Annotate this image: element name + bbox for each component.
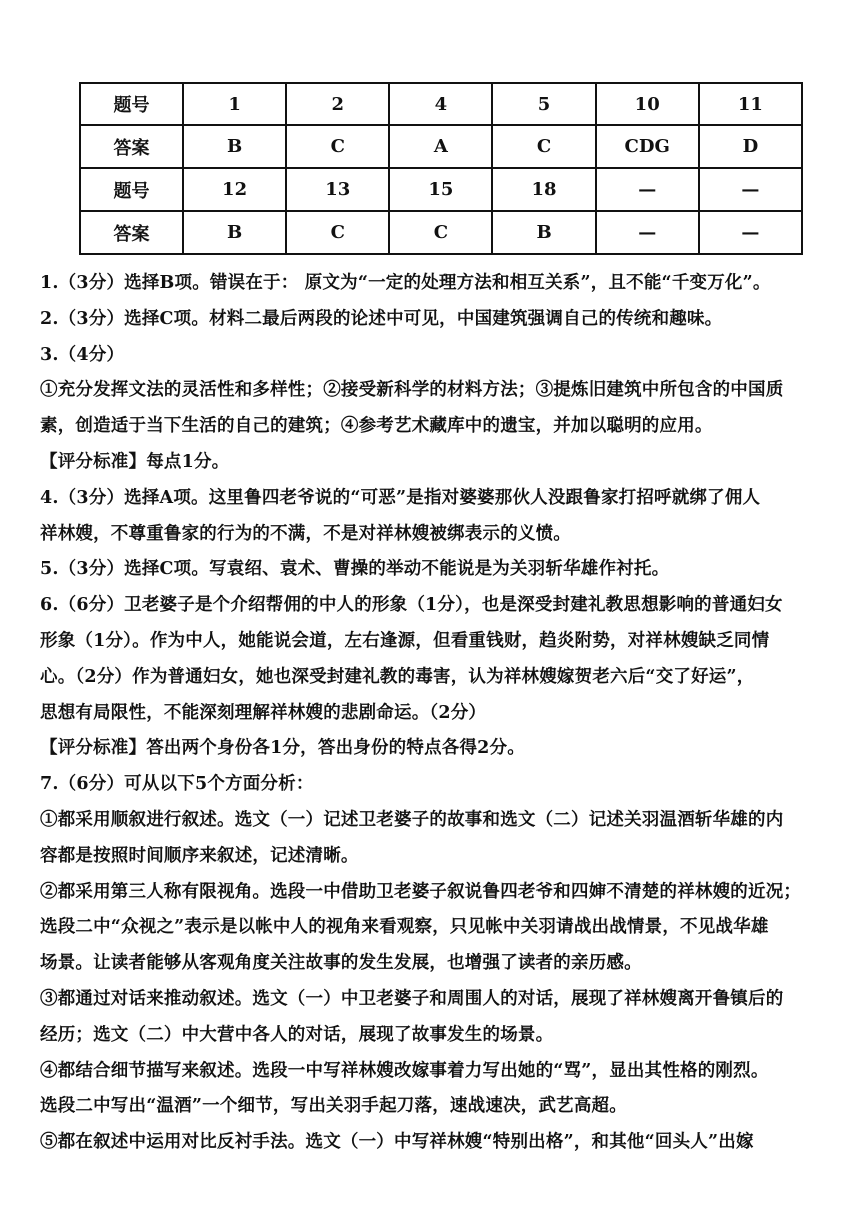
table-cell: D (699, 125, 802, 168)
table-cell: C (389, 211, 492, 254)
answer-line: ①充分发挥文法的灵活性和多样性；②接受新科学的材料方法；③提炼旧建筑中所包含的中国质 (40, 380, 784, 401)
table-cell: 1 (183, 83, 286, 125)
table-cell: 15 (389, 168, 492, 211)
table-row-header: 题号 (80, 168, 183, 211)
answer-line: 思想有局限性，不能深刻理解祥林嫂的悲剧命运。（2分） (40, 702, 487, 723)
table-cell: — (699, 168, 802, 211)
answer-explanations (40, 266, 830, 1161)
answer-line: ④都结合细节描写来叙述。选段一中写祥林嫂改嫁事着力写出她的“骂”，显出其性格的刚烈。 (40, 1060, 769, 1081)
answer-line: ⑤都在叙述中运用对比反衬手法。选文（一）中写祥林嫂“特别出格”，和其他“回头人”出嫁 (40, 1132, 754, 1153)
answer-line: 7.（6分）可从以下5个方面分析： (40, 774, 314, 795)
table-cell: — (699, 211, 802, 254)
answer-line: 【评分标准】每点1分。 (40, 451, 230, 472)
table-cell: B (183, 211, 286, 254)
answer-line: 2.（3分）选择C项。材料二最后两段的论述中可见，中国建筑强调自己的传统和趣味。 (40, 308, 723, 329)
table-cell: 5 (492, 83, 595, 125)
table-row (80, 83, 802, 125)
answer-table (79, 82, 803, 255)
table-cell: 2 (286, 83, 389, 125)
table-row (80, 125, 802, 168)
answer-line: 心。（2分）作为普通妇女，她也深受封建礼教的毒害，认为祥林嫂嫁贺老六后“交了好运”， (40, 666, 755, 687)
table-cell: B (183, 125, 286, 168)
answer-line: 1.（3分）选择B项。错误在于： 原文为“一定的处理方法和相互关系”，且不能“千变万化”。 (40, 273, 771, 293)
answer-line: 3.（4分） (40, 344, 125, 365)
table-cell: B (492, 211, 595, 254)
table-cell: 12 (183, 168, 286, 211)
answer-line: 经历；选文（二）中大营中各人的对话，展现了故事发生的场景。 (40, 1024, 554, 1045)
table-cell: — (596, 168, 699, 211)
answer-line: ②都采用第三人称有限视角。选段一中借助卫老婆子叙说鲁四老爷和四婶不清楚的祥林嫂的近况； (40, 881, 802, 902)
table-cell: 18 (492, 168, 595, 211)
answer-table-body (80, 83, 802, 254)
answer-line: 6.（6分）卫老婆子是个介绍帮佣的中人的形象（1分），也是深受封建礼教思想影响的普通妇女 (40, 595, 783, 616)
table-cell: C (286, 211, 389, 254)
table-cell: CDG (596, 125, 699, 168)
table-cell: 10 (596, 83, 699, 125)
answer-line: 【评分标准】答出两个身份各1分，答出身份的特点各得2分。 (40, 738, 525, 759)
answer-line: ③都通过对话来推动叙述。选文（一）中卫老婆子和周围人的对话，展现了祥林嫂离开鲁镇后的 (40, 988, 784, 1009)
table-cell: 13 (286, 168, 389, 211)
answer-line: 4.（3分）选择A项。这里鲁四老爷说的“可恶”是指对婆婆那伙人没跟鲁家打招呼就绑了佣人 (40, 487, 761, 508)
table-cell: 11 (699, 83, 802, 125)
table-cell: — (596, 211, 699, 254)
table-cell: 4 (389, 83, 492, 125)
table-cell: C (492, 125, 595, 168)
answer-line: 祥林嫂，不尊重鲁家的行为的不满，不是对祥林嫂被绑表示的义愤。 (40, 523, 571, 544)
answer-line: 场景。让读者能够从客观角度关注故事的发生发展，也增强了读者的亲历感。 (40, 953, 642, 974)
table-row-header: 答案 (80, 125, 183, 168)
answer-line: 形象（1分）。作为中人，她能说会道，左右逢源，但看重钱财，趋炎附势，对祥林嫂缺乏同情 (40, 630, 770, 651)
table-cell: A (389, 125, 492, 168)
answer-line: 容都是按照时间顺序来叙述，记述清晰。 (40, 845, 359, 866)
answer-line: 5.（3分）选择C项。写袁绍、袁术、曹操的举动不能说是为关羽斩华雄作衬托。 (40, 559, 670, 580)
answer-line: 选段二中“众视之”表示是以帐中人的视角来看观察，只见帐中关羽请战出战情景，不见战华雄 (40, 917, 769, 938)
answer-line: ①都采用顺叙进行叙述。选文（一）记述卫老婆子的故事和选文（二）记述关羽温酒斩华雄的内 (40, 809, 784, 830)
answer-line: 选段二中写出“温酒”一个细节，写出关羽手起刀落，速战速决，武艺高超。 (40, 1096, 627, 1117)
table-row (80, 168, 802, 211)
answer-line: 素，创造适于当下生活的自己的建筑；④参考艺术藏库中的遗宝，并加以聪明的应用。 (40, 416, 713, 437)
table-row-header: 题号 (80, 83, 183, 125)
table-row (80, 211, 802, 254)
table-cell: C (286, 125, 389, 168)
table-row-header: 答案 (80, 211, 183, 254)
